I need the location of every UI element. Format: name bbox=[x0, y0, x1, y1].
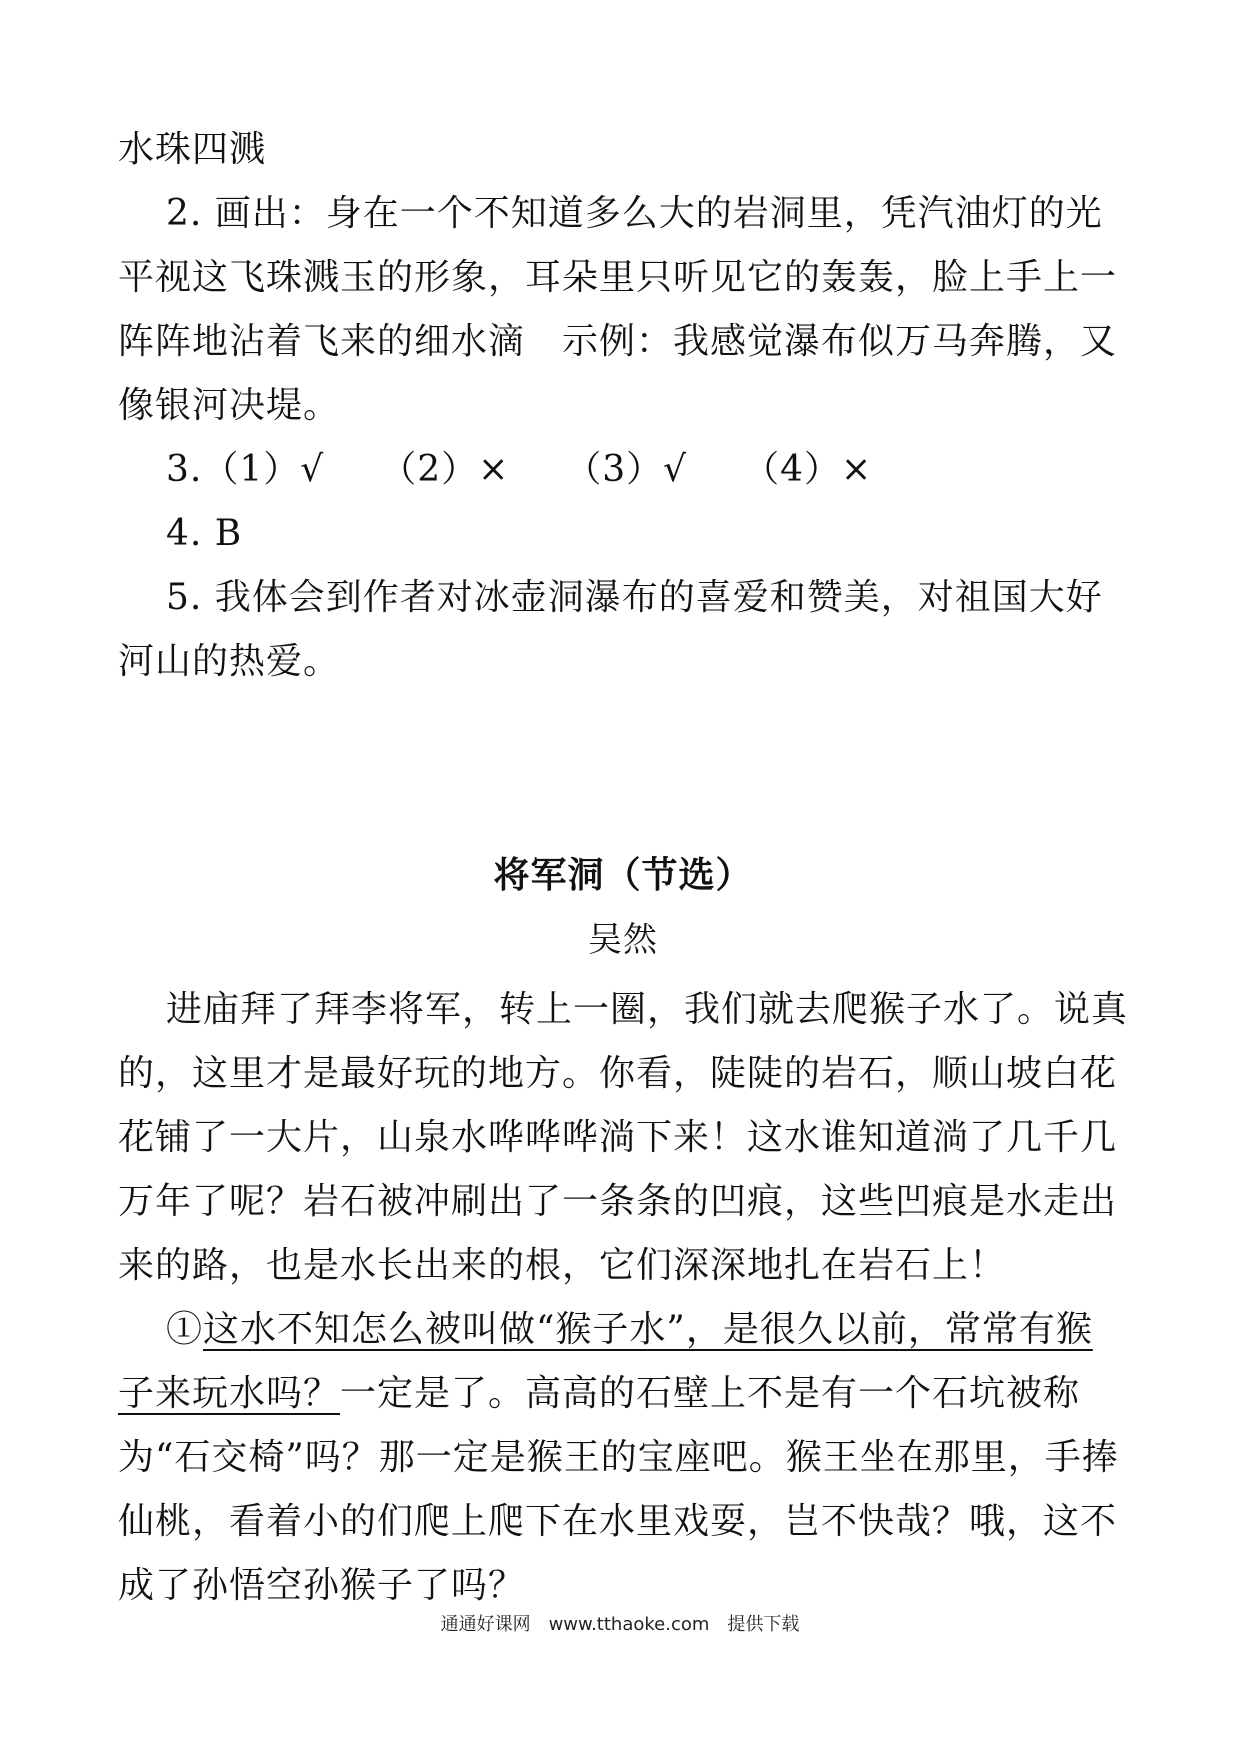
paragraph-marker: ① bbox=[166, 1309, 204, 1350]
article-paragraph-1: 进庙拜了拜李将军，转上一圈，我们就去爬猴子水了。说真的，这里才是最好玩的地方。你看，陡陡的岩石，顺山坡白花花铺了一大片，山泉水哗哗哗淌下来！这水谁知道淌了几千几万年了呢？岩石被冲刷出了一条条的凹痕，这些凹痕是水走出来的路，也是水长出来的根，它们深深地扎在岩石上！ bbox=[118, 989, 1129, 1286]
article-paragraph-2 bbox=[118, 1298, 1128, 1618]
answer-2: 2. 画出：身在一个不知道多么大的岩洞里，凭汽油灯的光平视这飞珠溅玉的形象，耳朵里只听见它的轰轰，脸上手上一阵阵地沾着飞来的细水滴 示例：我感觉瀑布似万马奔腾，又像银河决堤。 bbox=[118, 193, 1118, 426]
answer-4: 4. B bbox=[166, 513, 243, 554]
answer-1-tail: 水珠四溅 bbox=[118, 129, 267, 170]
section-spacer bbox=[118, 694, 1128, 844]
page-content bbox=[118, 118, 1128, 1618]
paragraph-2-rest: 一定是了。高高的石壁上不是有一个石坑被称为“石交椅”吗？那一定是猴王的宝座吧。猴王坐在那里，手捧仙桃，看着小的们爬上爬下在水里戏耍，岂不快哉？哦，这不成了孙悟空孙猴子了吗？ bbox=[118, 1373, 1119, 1606]
article-author: 吴然 bbox=[588, 920, 658, 960]
answer-section bbox=[118, 118, 1128, 694]
answer-5: 5. 我体会到作者对冰壶洞瀑布的喜爱和赞美，对祖国大好河山的热爱。 bbox=[118, 577, 1103, 682]
underlined-question-sentence: 这水不知怎么被叫做“猴子水”，是很久以前，常常有猴子来玩水吗？ bbox=[118, 1309, 1093, 1414]
page-footer: 通通好课网 www.tthaoke.com 提供下载 bbox=[440, 1614, 800, 1635]
article-title: 将军洞（节选） bbox=[493, 855, 753, 896]
article-section bbox=[118, 844, 1128, 1618]
answer-3: 3.（1）√ （2）× （3）√ （4）× bbox=[166, 449, 873, 490]
